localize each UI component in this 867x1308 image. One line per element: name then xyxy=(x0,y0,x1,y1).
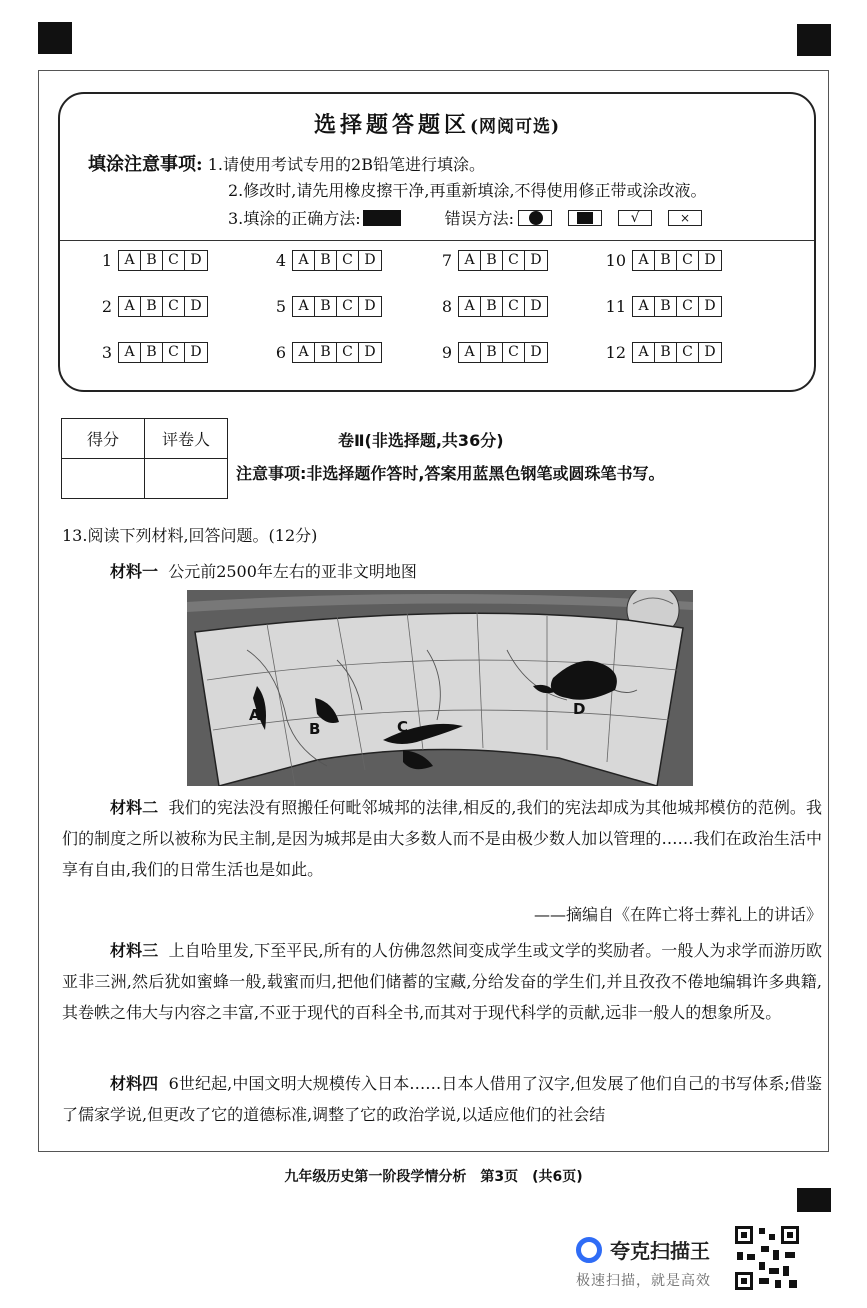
option-bubbles xyxy=(292,342,382,363)
option-a-bubble[interactable]: A xyxy=(293,251,315,270)
option-bubbles xyxy=(632,342,722,363)
material-2-source: ——摘编自《在阵亡将士葬礼上的讲话》 xyxy=(533,905,822,924)
option-b-bubble[interactable]: B xyxy=(315,251,337,270)
registration-mark-top-right xyxy=(797,24,831,56)
option-d-bubble[interactable]: D xyxy=(704,252,716,268)
question-number: 2 xyxy=(101,297,112,316)
score-table xyxy=(61,418,228,499)
answer-area-title: 选择题答题区(网阅可选) xyxy=(313,112,561,138)
map-label-d: D xyxy=(573,700,586,718)
section-title: 卷Ⅱ(非选择题,共36分) xyxy=(338,431,504,450)
option-a-bubble[interactable]: A xyxy=(633,251,655,270)
scanner-brand xyxy=(576,1235,711,1290)
option-bubbles xyxy=(632,250,722,271)
option-bubbles xyxy=(292,250,382,271)
question-number: 10 xyxy=(605,251,626,270)
option-d-bubble[interactable]: D xyxy=(190,298,202,314)
option-b-bubble[interactable]: B xyxy=(481,251,503,270)
option-a-bubble[interactable]: A xyxy=(633,297,655,316)
material-3: 材料三 上自哈里发,下至平民,所有的人仿佛忽然间变成学生或文学的奖励者。一般人为求学而游历欧亚非三洲,然后犹如蜜蜂一般,载蜜而归,把他们储蓄的宝藏,分给发奋的学生们,并且孜孜不倦地编辑许多典籍,其卷帙之伟大与内容之丰富,不亚于现代的百科全书,而其对于现代科学的贡献,远非一般人的想象所及。 xyxy=(62,941,822,1022)
option-a-bubble[interactable]: A xyxy=(459,251,481,270)
question-number: 6 xyxy=(275,343,286,362)
question-8-bubbles xyxy=(440,296,548,317)
question-number: 5 xyxy=(275,297,286,316)
brand-slogan: 极速扫描，就是高效 xyxy=(576,1273,711,1289)
option-c-bubble[interactable]: C xyxy=(163,251,185,270)
option-d-bubble[interactable]: D xyxy=(364,298,376,314)
option-a-bubble[interactable]: A xyxy=(293,297,315,316)
question-1-bubbles xyxy=(100,250,208,271)
option-c-bubble[interactable]: C xyxy=(337,343,359,362)
option-d-bubble[interactable]: D xyxy=(530,298,542,314)
question-13-prompt: 13.阅读下列材料,回答问题。(12分) xyxy=(62,526,318,545)
option-a-bubble[interactable]: A xyxy=(459,297,481,316)
fill-notes-line-2: 2.修改时,请先用橡皮擦干净,再重新填涂,不得使用修正带或涂改液。 xyxy=(228,181,707,200)
option-c-bubble[interactable]: C xyxy=(503,343,525,362)
answer-area-divider xyxy=(60,240,814,241)
option-d-bubble[interactable]: D xyxy=(704,344,716,360)
option-bubbles xyxy=(292,296,382,317)
map-label-c: C xyxy=(397,718,409,736)
option-b-bubble[interactable]: B xyxy=(141,343,163,362)
question-6-bubbles xyxy=(274,342,382,363)
option-c-bubble[interactable]: C xyxy=(677,251,699,270)
question-2-bubbles xyxy=(100,296,208,317)
option-c-bubble[interactable]: C xyxy=(677,297,699,316)
score-cell xyxy=(62,459,145,499)
question-5-bubbles xyxy=(274,296,382,317)
option-c-bubble[interactable]: C xyxy=(503,297,525,316)
civilization-map xyxy=(187,590,693,786)
question-number: 9 xyxy=(441,343,452,362)
option-b-bubble[interactable]: B xyxy=(315,343,337,362)
option-b-bubble[interactable]: B xyxy=(655,297,677,316)
material-1: 材料一 公元前2500年左右的亚非文明地图 xyxy=(110,562,417,581)
option-b-bubble[interactable]: B xyxy=(481,343,503,362)
question-11-bubbles xyxy=(604,296,722,317)
option-d-bubble[interactable]: D xyxy=(190,344,202,360)
option-b-bubble[interactable]: B xyxy=(655,251,677,270)
correct-fill-example xyxy=(363,210,401,226)
option-d-bubble[interactable]: D xyxy=(364,344,376,360)
question-number: 8 xyxy=(441,297,452,316)
question-number: 7 xyxy=(441,251,452,270)
grader-cell xyxy=(145,459,228,499)
fill-notes-line-1: 填涂注意事项: 1.请使用考试专用的2B铅笔进行填涂。 xyxy=(88,154,485,175)
option-c-bubble[interactable]: C xyxy=(337,297,359,316)
question-number: 1 xyxy=(101,251,112,270)
question-number: 11 xyxy=(605,297,626,316)
option-b-bubble[interactable]: B xyxy=(481,297,503,316)
option-c-bubble[interactable]: C xyxy=(163,297,185,316)
option-c-bubble[interactable]: C xyxy=(163,343,185,362)
option-bubbles xyxy=(118,342,208,363)
registration-mark-top-left xyxy=(38,22,72,54)
answer-area xyxy=(58,92,816,392)
question-10-bubbles xyxy=(604,250,722,271)
option-b-bubble[interactable]: B xyxy=(315,297,337,316)
score-header: 得分 xyxy=(62,419,145,459)
page-footer: 九年级历史第一阶段学情分析 第3页 (共6页) xyxy=(284,1169,583,1185)
option-bubbles xyxy=(458,296,548,317)
registration-mark-bottom-right xyxy=(797,1188,831,1212)
option-c-bubble[interactable]: C xyxy=(503,251,525,270)
question-4-bubbles xyxy=(274,250,382,271)
option-a-bubble[interactable]: A xyxy=(119,343,141,362)
option-b-bubble[interactable]: B xyxy=(141,297,163,316)
grader-header: 评卷人 xyxy=(145,419,228,459)
option-c-bubble[interactable]: C xyxy=(677,343,699,362)
map-svg xyxy=(187,590,693,786)
fill-notes-line-3: 3.填涂的正确方法: 错误方法: √ × xyxy=(228,206,718,229)
option-bubbles xyxy=(458,250,548,271)
map-label-a: A xyxy=(249,706,261,724)
wrong-fill-dot-example xyxy=(518,210,552,226)
option-a-bubble[interactable]: A xyxy=(119,297,141,316)
material-4: 材料四 6世纪起,中国文明大规模传入日本……日本人借用了汉字,但发展了他们自己的书写体系;借鉴了儒家学说,但更改了它的道德标准,调整了它的政治学说,以适应他们的社会结 xyxy=(62,1074,822,1124)
brand-logo-icon xyxy=(576,1237,602,1263)
option-bubbles xyxy=(118,250,208,271)
option-d-bubble[interactable]: D xyxy=(530,344,542,360)
option-bubbles xyxy=(632,296,722,317)
wrong-fill-check-example: √ xyxy=(618,210,652,226)
option-d-bubble[interactable]: D xyxy=(704,298,716,314)
option-a-bubble[interactable]: A xyxy=(633,343,655,362)
question-7-bubbles xyxy=(440,250,548,271)
option-bubbles xyxy=(118,296,208,317)
option-a-bubble[interactable]: A xyxy=(119,251,141,270)
option-d-bubble[interactable]: D xyxy=(190,252,202,268)
option-a-bubble[interactable]: A xyxy=(293,343,315,362)
option-d-bubble[interactable]: D xyxy=(364,252,376,268)
question-number: 3 xyxy=(101,343,112,362)
question-12-bubbles xyxy=(604,342,722,363)
option-b-bubble[interactable]: B xyxy=(141,251,163,270)
wrong-fill-half-example xyxy=(568,210,602,226)
question-number: 4 xyxy=(275,251,286,270)
question-9-bubbles xyxy=(440,342,548,363)
question-number: 12 xyxy=(605,343,626,362)
map-label-b: B xyxy=(309,720,321,738)
brand-name: 夸克扫描王 xyxy=(610,1239,710,1263)
option-b-bubble[interactable]: B xyxy=(655,343,677,362)
section-note: 注意事项:非选择题作答时,答案用蓝黑色钢笔或圆珠笔书写。 xyxy=(236,464,665,483)
qr-code-icon xyxy=(733,1224,801,1292)
option-bubbles xyxy=(458,342,548,363)
material-2: 材料二 我们的宪法没有照搬任何毗邻城邦的法律,相反的,我们的宪法却成为其他城邦模仿的范例。我们的制度之所以被称为民主制,是因为城邦是由大多数人而不是由极少数人加以管理的……我们在政治生活中享有自由,我们的日常生活也是如此。 xyxy=(62,798,822,879)
option-c-bubble[interactable]: C xyxy=(337,251,359,270)
wrong-fill-cross-example: × xyxy=(668,210,702,226)
option-a-bubble[interactable]: A xyxy=(459,343,481,362)
option-d-bubble[interactable]: D xyxy=(530,252,542,268)
question-3-bubbles xyxy=(100,342,208,363)
